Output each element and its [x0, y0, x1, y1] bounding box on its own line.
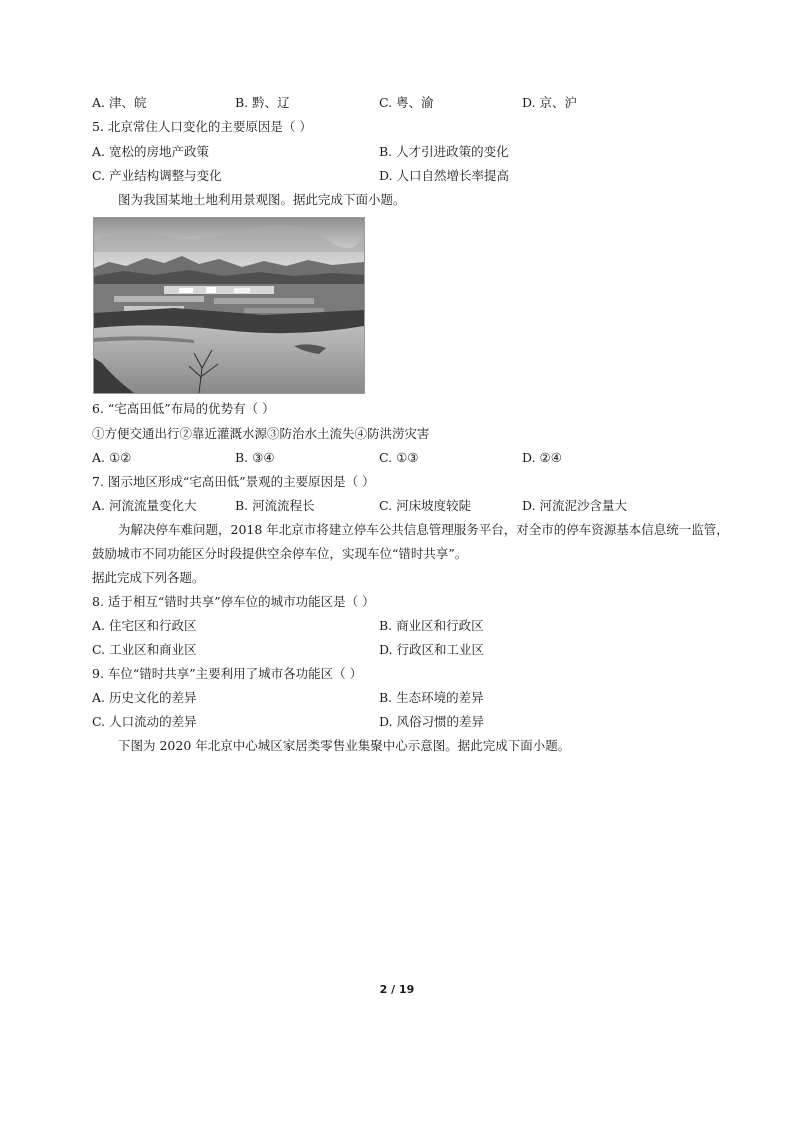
q5-option-b: B. 人才引进政策的变化	[379, 144, 509, 159]
q7-option-a: A. 河流流量变化大	[92, 498, 197, 513]
q6-option-b: B. ③④	[235, 450, 275, 465]
q8-stem: 8. 适于相互“错时共享”停车位的城市功能区是（ ）	[92, 594, 375, 609]
photo-intro: 图为我国某地土地利用景观图。据此完成下面小题。	[118, 192, 406, 207]
q4-option-b: B. 黔、辽	[235, 95, 290, 110]
q9-option-c: C. 人口流动的差异	[92, 714, 197, 729]
parking-passage-line-2: 鼓励城市不同功能区分时段提供空余停车位，实现车位“错时共享”。	[92, 546, 468, 561]
map-intro: 下图为 2020 年北京中心城区家居类零售业集聚中心示意图。据此完成下面小题。	[118, 738, 571, 753]
q4-option-a: A. 津、皖	[92, 95, 147, 110]
parking-passage-line-1: 为解决停车难问题，2018 年北京市将建立停车公共信息管理服务平台，对全市的停车资源基本信息统一监管，	[118, 522, 729, 537]
q9-option-a: A. 历史文化的差异	[92, 690, 197, 705]
q8-option-c: C. 工业区和商业区	[92, 642, 197, 657]
q7-option-b: B. 河流流程长	[235, 498, 315, 513]
q6-stem: 6. “宅高田低”布局的优势有（ ）	[92, 401, 275, 416]
q5-option-a: A. 宽松的房地产政策	[92, 144, 209, 159]
q8-option-a: A. 住宅区和行政区	[92, 618, 197, 633]
q9-option-d: D. 风俗习惯的差异	[379, 714, 485, 729]
q5-option-c: C. 产业结构调整与变化	[92, 168, 222, 183]
q7-option-d: D. 河流泥沙含量大	[522, 498, 628, 513]
q6-option-a: A. ①②	[92, 450, 132, 465]
land-use-landscape-photo	[93, 217, 365, 394]
q5-option-d: D. 人口自然增长率提高	[379, 168, 510, 183]
q9-stem: 9. 车位“错时共享”主要利用了城市各功能区（ ）	[92, 666, 363, 681]
q4-option-c: C. 粤、渝	[379, 95, 434, 110]
q6-items: ①方便交通出行②靠近灌溉水源③防治水土流失④防洪涝灾害	[92, 426, 430, 441]
q8-option-b: B. 商业区和行政区	[379, 618, 484, 633]
q8-option-d: D. 行政区和工业区	[379, 642, 485, 657]
q5-stem: 5. 北京常住人口变化的主要原因是（ ）	[92, 119, 312, 134]
q9-option-b: B. 生态环境的差异	[379, 690, 484, 705]
parking-passage-line-3: 据此完成下列各题。	[92, 570, 205, 585]
q7-stem: 7. 图示地区形成“宅高田低”景观的主要原因是（ ）	[92, 474, 375, 489]
q6-option-d: D. ②④	[522, 450, 562, 465]
q6-option-c: C. ①③	[379, 450, 419, 465]
q4-option-d: D. 京、沪	[522, 95, 578, 110]
q7-option-c: C. 河床坡度较陡	[379, 498, 472, 513]
page-number: 2 / 19	[379, 983, 415, 996]
